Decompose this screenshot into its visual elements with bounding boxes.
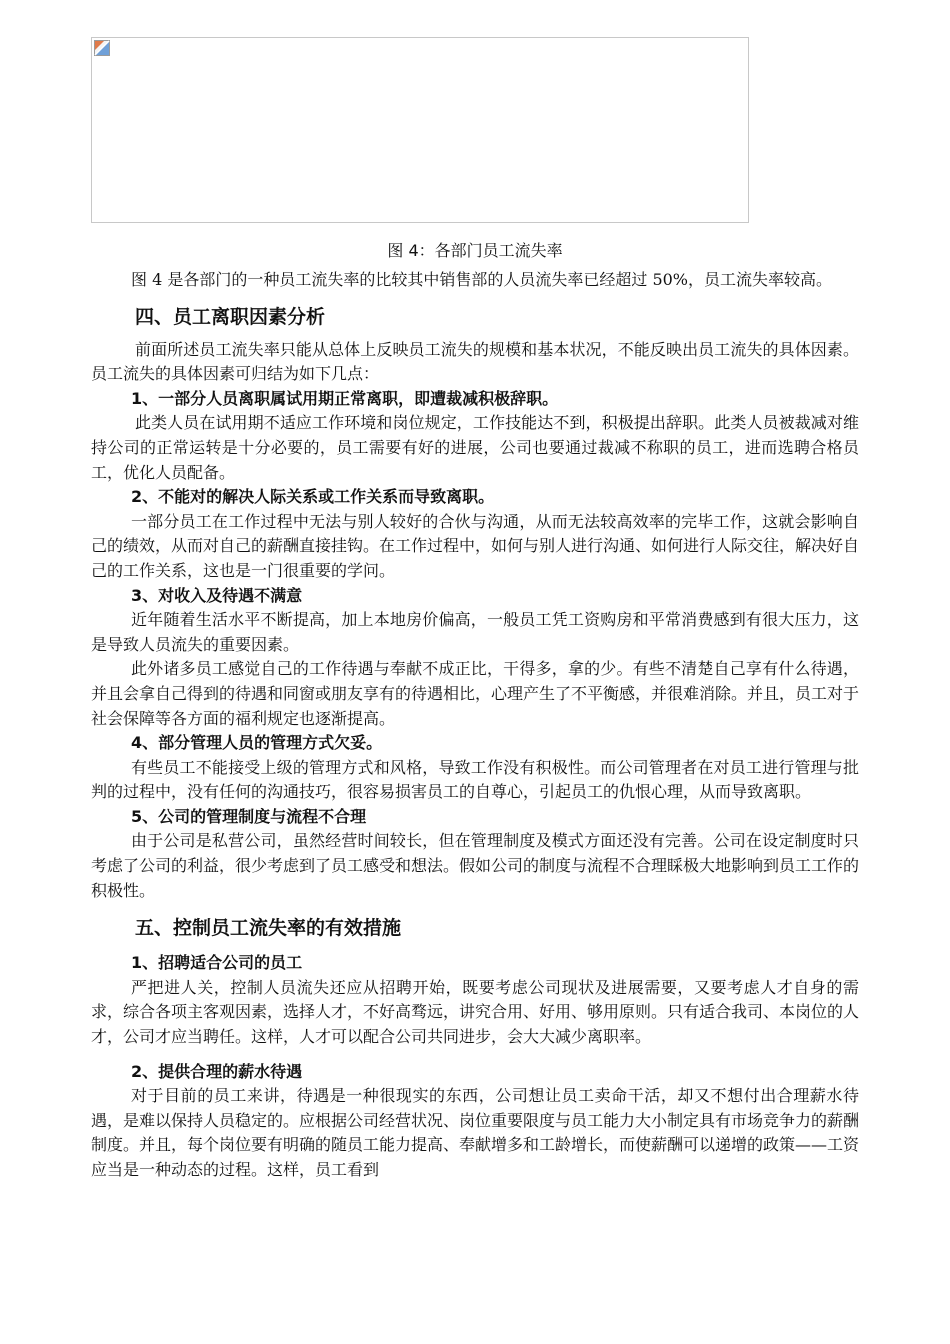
section-5-item-1-heading: 1、招聘适合公司的员工 [131,953,303,973]
section-4-intro: 前面所述员工流失率只能从总体上反映员工流失的规模和基本状况，不能反映出员工流失的具体因素。员工流失的具体因素可归结为如下几点： [91,339,859,384]
section-4-item-4-heading: 4、部分管理人员的管理方式欠妥。 [131,733,383,753]
section-5-title: 五、控制员工流失率的有效措施 [135,917,402,940]
section-4-item-1-heading: 1、一部分人员离职属试用期正常离职，即遭裁减积极辞职。 [131,388,559,408]
section-5-item-1-paragraph: 严把进人关，控制人员流失还应从招聘开始，既要考虑公司现状及进展需要，又要考虑人才自身的需求，综合各项主客观因素，选择人才，不好高骛远，讲究合用、好用、够用原则。只有适合我司、本岗位的人才，公司才应当聘任。这样，人才可以配合公司共同进步，会大大减少离职率。 [91,977,860,1047]
section-4-item-3-paragraph-2: 此外诸多员工感觉自己的工作待遇与奉献不成正比，干得多，拿的少。有些不清楚自己享有什么待遇，并且会拿自己得到的待遇和同窗或朋友享有的待遇相比，心理产生了不平衡感，并很难消除。并且，员工对于社会保障等各方面的福利规定也逐渐提高。 [91,659,860,728]
section-4-item-5-paragraph: 由于公司是私营公司，虽然经营时间较长，但在管理制度及模式方面还没有完善。公司在设定制度时只考虑了公司的利益，很少考虑到了员工感受和想法。假如公司的制度与流程不合理睬极大地影响到员工工作的积极性。 [91,831,860,900]
intro-paragraph: 图 4 是各部门的一种员工流失率的比较其中销售部的人员流失率已经超过 50%，员工流失率较高。 [131,270,833,289]
section-4-item-2-paragraph: 一部分员工在工作过程中无法与别人较好的合伙与沟通，从而无法较高效率的完毕工作，这就会影响自己的绩效，从而对自己的薪酬直接挂钩。在工作过程中，如何与别人进行沟通、如何进行人际交往，解决好自己的工作关系，这也是一门很重要的学问。 [91,511,860,580]
body-text [91,268,859,1183]
section-5-item-2-heading: 2、提供合理的薪水待遇 [131,1061,303,1081]
section-4-item-1-paragraph: 此类人员在试用期不适应工作环境和岗位规定，工作技能达不到，积极提出辞职。此类人员被裁减对维持公司的正常运转是十分必要的，员工需要有好的进展，公司也要通过裁减不称职的员工，进而选聘合格员工，优化人员配备。 [91,413,859,482]
section-4-item-3-heading: 3、对收入及待遇不满意 [131,585,303,605]
section-4-item-2-heading: 2、不能对的解决人际关系或工作关系而导致离职。 [131,487,495,507]
section-4-title: 四、员工离职因素分析 [135,305,326,328]
section-4-item-3-paragraph-1: 近年随着生活水平不断提高，加上本地房价偏高，一般员工凭工资购房和平常消费感到有很大压力，这是导致人员流失的重要因素。 [91,610,859,654]
figure-image-placeholder [91,37,749,223]
section-4-item-5-heading: 5、公司的管理制度与流程不合理 [131,806,367,826]
section-5-item-2-paragraph: 对于目前的员工来讲，待遇是一种很现实的东西，公司想让员工卖命干活，却又不想付出合理薪水待遇，是难以保持人员稳定的。应根据公司经营状况、岗位重要限度与员工能力大小制定具有市场竞争力的薪酬制度。并且，每个岗位要有明确的随员工能力提高、奉献增多和工龄增长，而使薪酬可以递增的政策——工资应当是一种动态的过程。这样，员工看到 [91,1086,860,1179]
broken-image-icon [94,40,110,56]
figure-caption: 图 4：各部门员工流失率 [387,241,563,260]
section-4-item-4-paragraph: 有些员工不能接受上级的管理方式和风格，导致工作没有积极性。而公司管理者在对员工进行管理与批判的过程中，没有任何的沟通技巧，很容易损害员工的自尊心，引起员工的仇恨心理，从而导致离职。 [91,757,859,802]
